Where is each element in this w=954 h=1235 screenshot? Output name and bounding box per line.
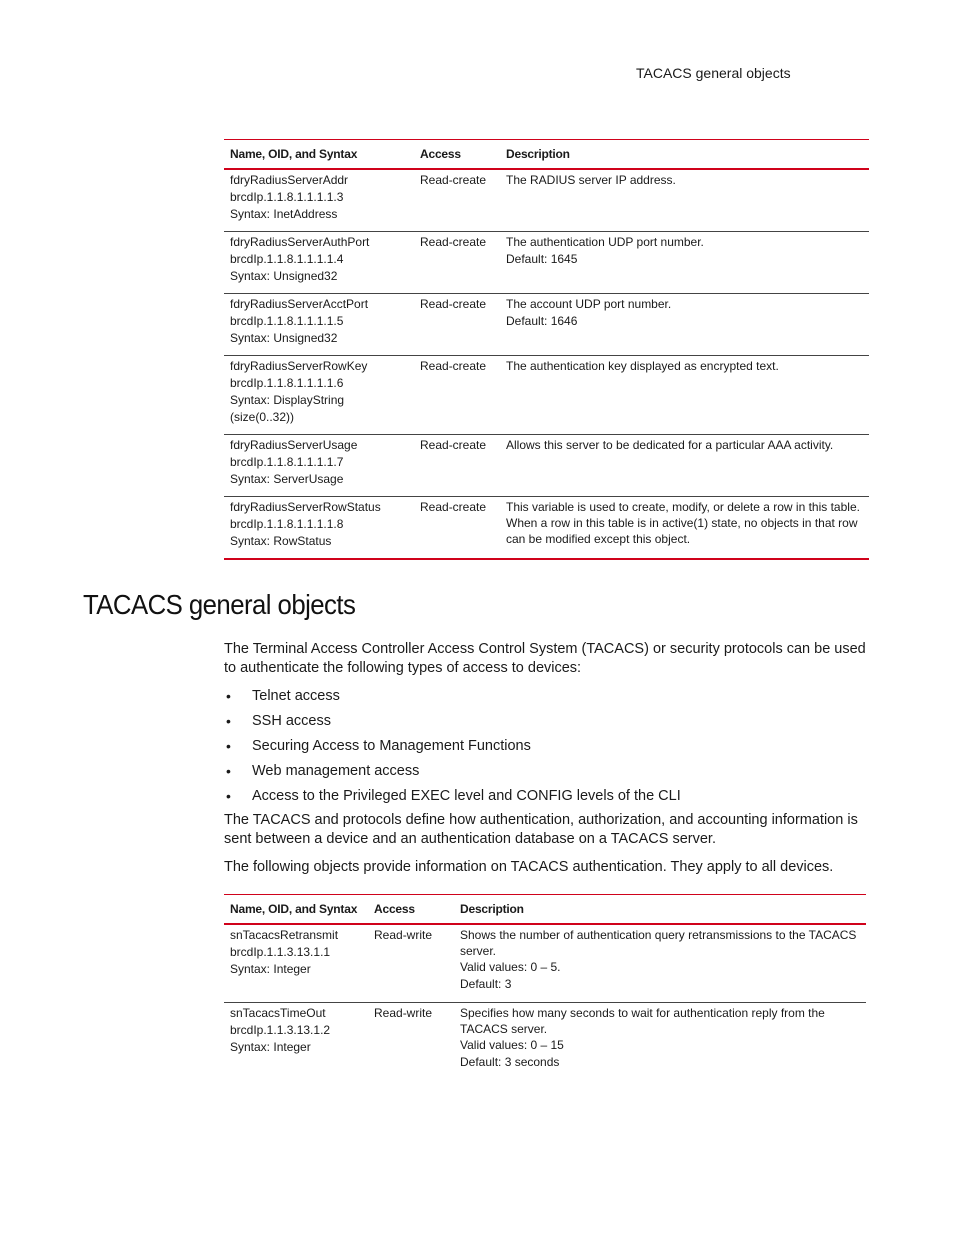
radius-server-table [224, 139, 869, 560]
object-syntax: Syntax: Unsigned32 [230, 331, 338, 345]
object-syntax: Syntax: InetAddress [230, 207, 338, 221]
description-text: Shows the number of authentication query retransmissions to the TACACS server. [460, 928, 857, 958]
table-row [224, 497, 869, 560]
description-default: Default: 1645 [506, 252, 578, 266]
list-item [224, 787, 681, 812]
object-name: snTacacsRetransmit [230, 928, 339, 942]
table-row [224, 1002, 866, 1080]
access-types-list [224, 687, 681, 812]
list-item [224, 737, 681, 762]
object-oid: brcdIp.1.1.8.1.1.1.1.8 [230, 517, 344, 531]
object-name: fdryRadiusServerUsage [230, 438, 358, 452]
object-oid: brcdIp.1.1.8.1.1.1.1.6 [230, 376, 344, 390]
object-cell [224, 924, 368, 1002]
object-oid: brcdIp.1.1.3.13.1.1 [230, 945, 331, 959]
tacacs-objects-table [224, 894, 866, 1080]
object-cell [224, 1002, 368, 1080]
column-header-access: Access [414, 140, 500, 170]
table-row [224, 924, 866, 1002]
object-cell [224, 497, 414, 560]
intro-paragraph: The Terminal Access Controller Access Control System (TACACS) or security protocols can be used to authenticate the following types of access to devices: [224, 641, 866, 676]
description-valid-values: Valid values: 0 – 5. [460, 960, 561, 974]
table-row [224, 356, 869, 435]
section-heading: TACACS general objects [83, 589, 356, 620]
description-cell [500, 169, 869, 232]
bullet-icon: • [226, 688, 231, 704]
table-header-row [224, 140, 869, 170]
table-row [224, 169, 869, 232]
description-valid-values: Valid values: 0 – 15 [460, 1037, 564, 1052]
object-name: fdryRadiusServerAcctPort [230, 297, 369, 311]
object-name: fdryRadiusServerAddr [230, 173, 349, 187]
object-syntax: Syntax: Integer [230, 962, 311, 976]
bullet-icon: • [226, 738, 231, 754]
access-cell: Read-create [414, 169, 500, 232]
object-syntax: Syntax: ServerUsage [230, 472, 344, 486]
column-header-access: Access [368, 895, 454, 925]
description-text: This variable is used to create, modify, or delete a row in this table. When a row in this table is in active(1) state, no objects in that row can be modified except this object. [506, 500, 860, 546]
list-item [224, 712, 681, 737]
column-header-name: Name, OID, and Syntax [224, 895, 368, 925]
following-paragraph: The following objects provide information on TACACS authentication. They apply to all devices. [224, 859, 834, 875]
description-cell [454, 1002, 866, 1080]
object-syntax: Syntax: Integer [230, 1039, 311, 1054]
description-text: The authentication key displayed as encrypted text. [506, 359, 779, 373]
object-name: fdryRadiusServerRowKey [230, 359, 368, 373]
list-item-text: Web management access [252, 763, 420, 779]
object-cell [224, 294, 414, 356]
table-header-row [224, 895, 866, 925]
object-name: fdryRadiusServerAuthPort [230, 235, 370, 249]
object-oid: brcdIp.1.1.8.1.1.1.1.3 [230, 190, 344, 204]
object-name: snTacacsTimeOut [230, 1005, 326, 1020]
description-cell [454, 924, 866, 1002]
bullet-icon: • [226, 788, 231, 804]
running-header: TACACS general objects [636, 65, 791, 81]
description-default: Default: 3 seconds [460, 1054, 560, 1069]
list-item-text: Access to the Privileged EXEC level and CONFIG levels of the CLI [252, 788, 681, 804]
description-text: Specifies how many seconds to wait for authentication reply from the TACACS server. [460, 1005, 825, 1036]
object-cell [224, 169, 414, 232]
description-cell [500, 294, 869, 356]
description-text: Allows this server to be dedicated for a particular AAA activity. [506, 438, 834, 452]
description-default: Default: 1646 [506, 314, 578, 328]
list-item [224, 762, 681, 787]
access-cell: Read-create [414, 435, 500, 497]
description-default: Default: 3 [460, 977, 512, 991]
object-cell [224, 232, 414, 294]
access-cell: Read-create [414, 356, 500, 435]
list-item-text: Telnet access [252, 688, 340, 704]
object-cell [224, 435, 414, 497]
list-item [224, 687, 681, 712]
object-syntax-size: (size(0..32)) [230, 410, 295, 424]
access-cell: Read-create [414, 232, 500, 294]
access-cell: Read-create [414, 497, 500, 560]
define-paragraph: The TACACS and protocols define how authentication, authorization, and accounting information is sent between a device and an authentication database on a TACACS server. [224, 812, 858, 847]
object-oid: brcdIp.1.1.8.1.1.1.1.7 [230, 455, 344, 469]
object-name: fdryRadiusServerRowStatus [230, 500, 381, 514]
column-header-description: Description [454, 895, 866, 925]
list-item-text: SSH access [252, 713, 331, 729]
table-row [224, 232, 869, 294]
description-cell [500, 497, 869, 560]
column-header-description: Description [500, 140, 869, 170]
description-cell [500, 356, 869, 435]
object-oid: brcdIp.1.1.8.1.1.1.1.4 [230, 252, 344, 266]
object-syntax: Syntax: DisplayString [230, 393, 345, 407]
bullet-icon: • [226, 713, 231, 729]
table-row [224, 294, 869, 356]
access-cell: Read-create [414, 294, 500, 356]
description-cell [500, 232, 869, 294]
object-oid: brcdIp.1.1.8.1.1.1.1.5 [230, 314, 344, 328]
bullet-icon: • [226, 763, 231, 779]
column-header-name: Name, OID, and Syntax [224, 140, 414, 170]
description-text: The account UDP port number. [506, 297, 672, 311]
list-item-text: Securing Access to Management Functions [252, 738, 531, 754]
object-syntax: Syntax: Unsigned32 [230, 269, 338, 283]
table-row [224, 435, 869, 497]
access-cell: Read-write [368, 924, 454, 1002]
object-syntax: Syntax: RowStatus [230, 534, 332, 548]
object-oid: brcdIp.1.1.3.13.1.2 [230, 1022, 331, 1037]
access-cell: Read-write [374, 1005, 433, 1020]
description-text: The RADIUS server IP address. [506, 173, 676, 187]
description-cell [500, 435, 869, 497]
description-text: The authentication UDP port number. [506, 235, 704, 249]
object-cell [224, 356, 414, 435]
